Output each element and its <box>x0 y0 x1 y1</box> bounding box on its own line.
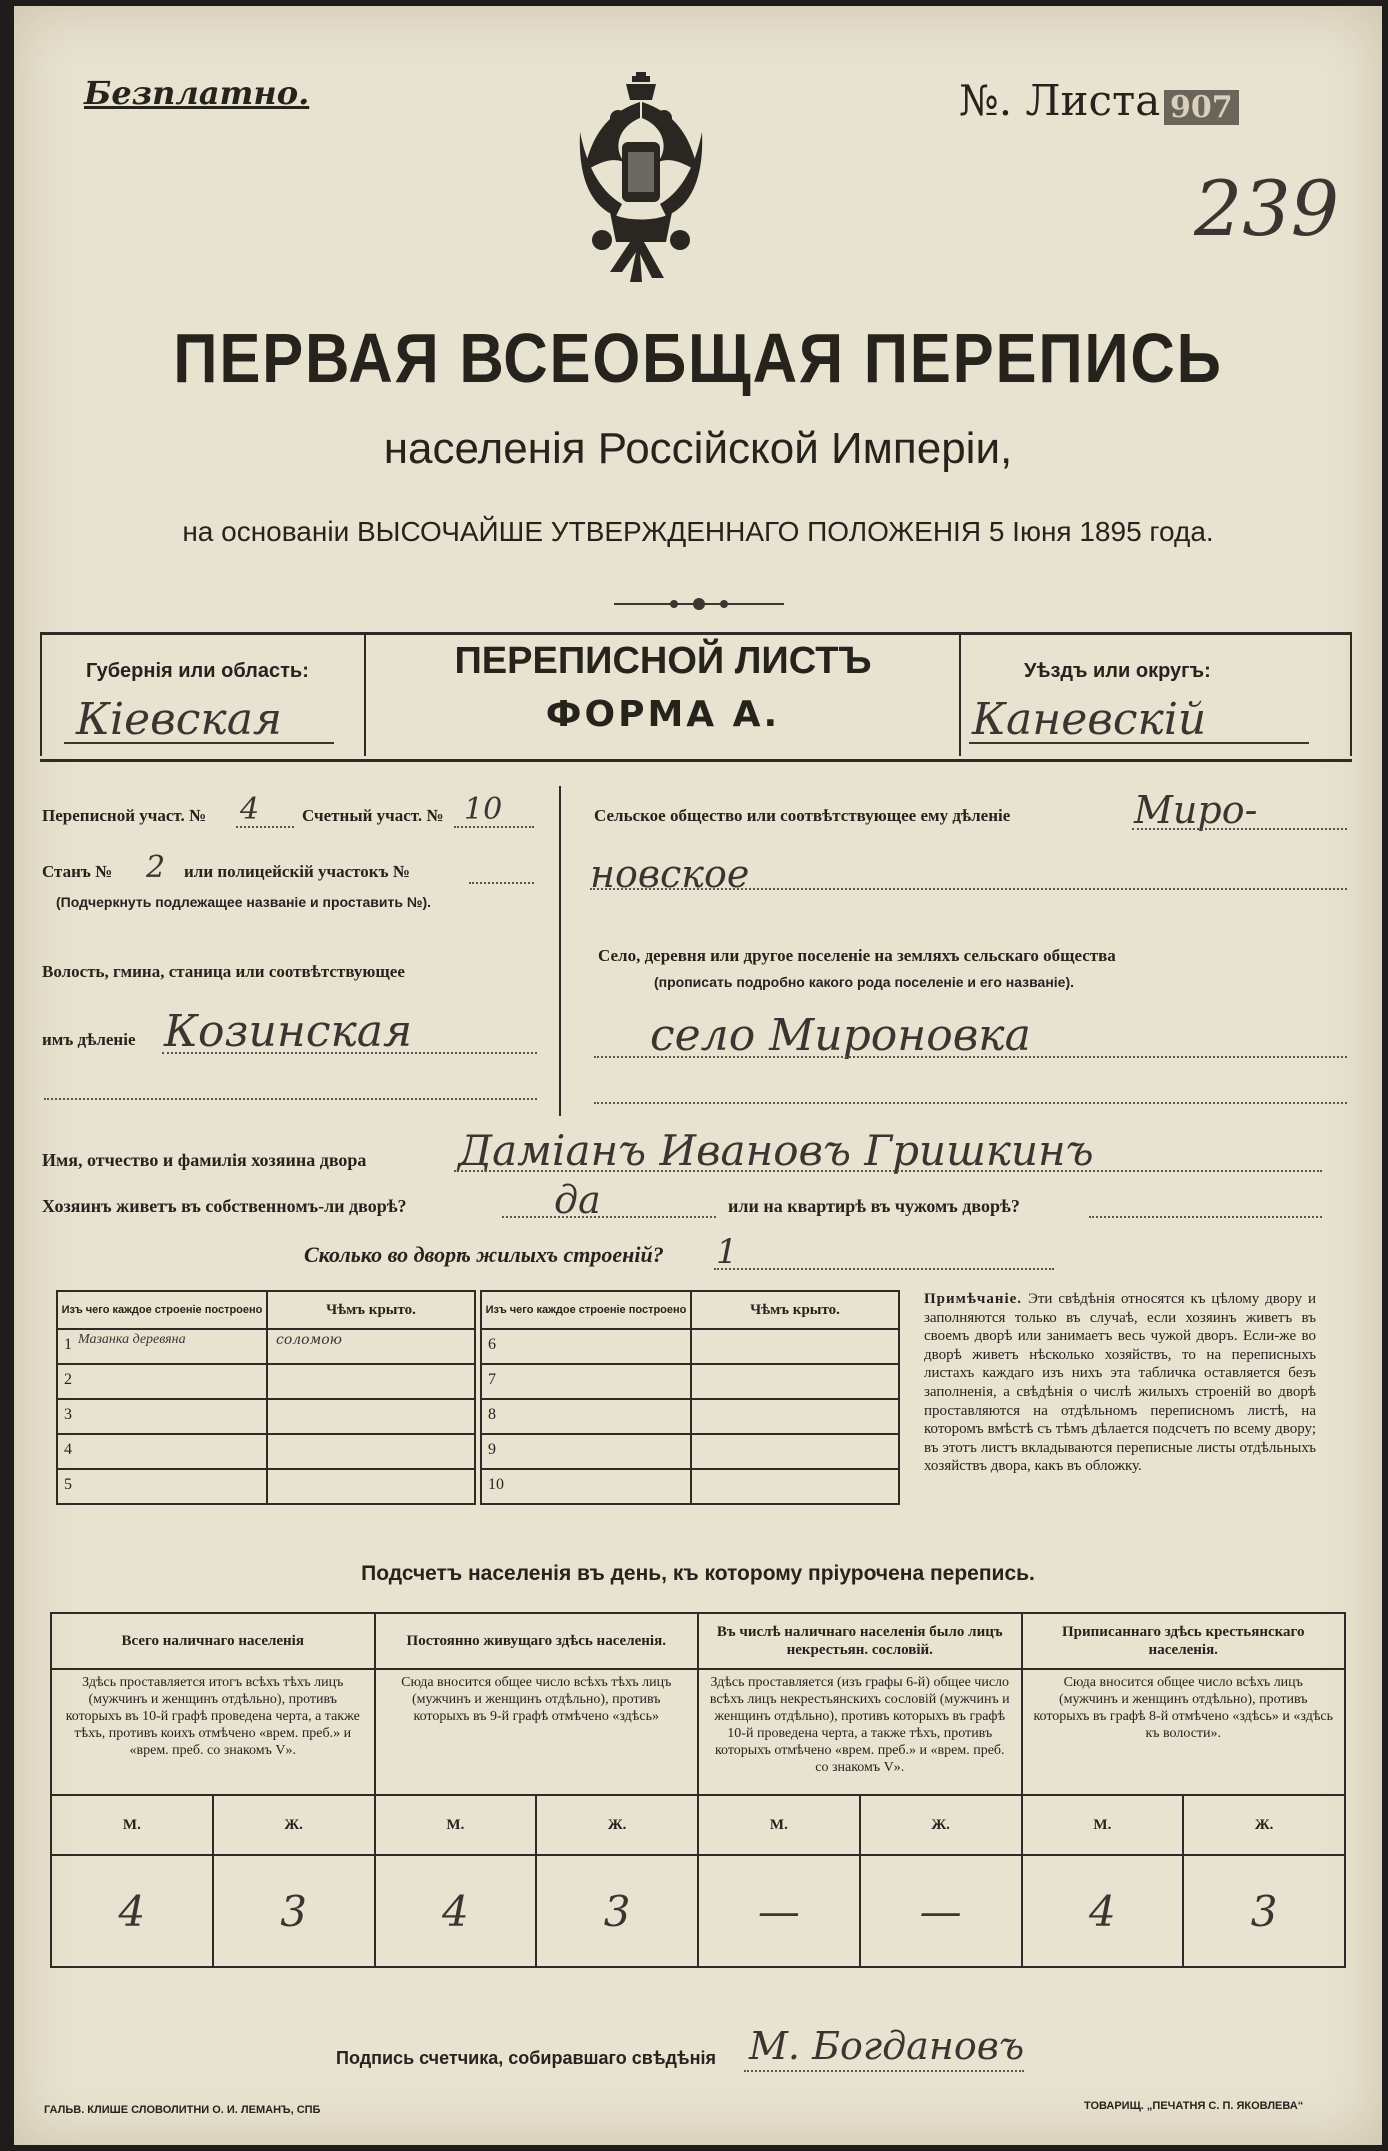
population-table <box>50 1612 1346 1968</box>
pop-female-label: Ж. <box>860 1795 1022 1855</box>
pop-female-value[interactable]: — <box>860 1855 1022 1967</box>
province-value: Кіевская <box>76 694 283 745</box>
census-basis: на основаніи ВЫСОЧАЙШЕ УТВЕРЖДЕННАГО ПОЛОЖЕНІЯ 5 Іюня 1895 года. <box>182 516 1214 547</box>
pop-female-value[interactable]: 3 <box>213 1855 375 1967</box>
stan-value[interactable]: 2 <box>146 850 166 885</box>
col-built-header-2: Изъ чего каждое строеніе построено <box>481 1291 691 1329</box>
building-row-number: 10 <box>488 1476 504 1493</box>
printer-left: ГАЛЬВ. КЛИШЕ СЛОВОЛИТНИ О. И. ЛЕМАНЪ, СПБ <box>44 2104 321 2116</box>
sheet-number-value: 907 <box>1164 90 1239 125</box>
buildings-label: Сколько во дворѣ жилыхъ строеній? <box>304 1242 664 1267</box>
district-value: Каневскій <box>972 694 1207 745</box>
pop-col-desc: Сюда вносится общее число всѣхъ тѣхъ лицъ (мужчинъ и женщинъ отдѣльно), противъ которыхъ въ 9-й графѣ отмѣчено «здѣсь» <box>375 1669 699 1795</box>
printer-right: ТОВАРИЩ. „ПЕЧАТНЯ С. П. ЯКОВЛЕВА“ <box>1084 2100 1304 2112</box>
other-yard-label: или на квартирѣ въ чужомъ дворѣ? <box>728 1196 1020 1216</box>
note-text: Эти свѣдѣнія относятся къ цѣлому двору и заполняются только въ случаѣ, если хозяинъ живетъ въ своемъ дворѣ или занимаетъ весь чужой дворъ. Если-же во дворѣ живетъ нѣсколько хозяйствъ, то на переписныхъ листахъ каждаго изъ нихъ эта табличка оставляется безъ заполненія, а свѣдѣнія о числѣ жилыхъ строеній во дворѣ проставляются на отдѣльномъ переписномъ листѣ, на которомъ вмѣстѣ съ тѣмъ дѣлается подсчетъ по всему двору; въ этотъ листъ вкладываются переписные листы отдѣльныхъ хозяйствъ двора, какъ въ обложку. <box>924 1291 1316 1475</box>
population-heading: Подсчетъ населенія въ день, къ которому пріурочена перепись. <box>361 1562 1035 1585</box>
count-section-label: Счетный участ. № <box>302 806 444 825</box>
building-row-number: 2 <box>64 1371 72 1388</box>
form-title: ПЕРЕПИСНОЙ ЛИСТЪ <box>454 640 872 682</box>
pop-male-value[interactable]: 4 <box>51 1855 213 1967</box>
pop-col-desc: Здѣсь проставляется итогъ всѣхъ тѣхъ лицъ (мужчинъ и женщинъ отдѣльно), противъ которыхъ въ 10-й графѣ проведена черта, а также тѣхъ, противъ коихъ отмѣчено «врем. преб.» и «врем. преб. со знакомъ V». <box>51 1669 375 1795</box>
pop-male-label: М. <box>698 1795 860 1855</box>
pop-male-value[interactable]: 4 <box>375 1855 537 1967</box>
signature-label: Подпись счетчика, собиравшаго свѣдѣнія <box>336 2048 716 2068</box>
pop-female-label: Ж. <box>536 1795 698 1855</box>
building-row-number: 5 <box>64 1476 72 1493</box>
pop-female-value[interactable]: 3 <box>536 1855 698 1967</box>
pop-col-title: Въ числѣ наличнаго населенія было лицъ некрестьян. сословій. <box>698 1613 1022 1669</box>
buildings-table-left <box>56 1290 476 1505</box>
note-heading: Примѣчаніе. <box>924 1291 1023 1307</box>
police-label: или полицейскій участокъ № <box>184 862 410 881</box>
building-row-number: 4 <box>64 1441 72 1458</box>
village-label: Село, деревня или другое поселеніе на земляхъ сельскаго общества <box>598 946 1116 965</box>
census-subtitle: населенія Россійской Имперіи, <box>383 424 1013 473</box>
pop-male-label: М. <box>375 1795 537 1855</box>
building-row-number: 3 <box>64 1406 72 1423</box>
pop-col-title: Постоянно живущаго здѣсь населенія. <box>375 1613 699 1669</box>
census-sheet <box>14 6 1382 2145</box>
pop-female-label: Ж. <box>213 1795 375 1855</box>
census-section-value[interactable]: 4 <box>240 792 260 827</box>
building-row-number: 8 <box>488 1406 496 1423</box>
building-row-number: 1 <box>64 1336 72 1353</box>
building-row-number: 6 <box>488 1336 496 1353</box>
building-row-number: 7 <box>488 1371 496 1388</box>
pop-male-label: М. <box>51 1795 213 1855</box>
village-value[interactable]: село Мироновка <box>650 1010 1031 1061</box>
stan-label: Станъ № <box>42 862 113 881</box>
division-value[interactable]: Козинская <box>164 1006 413 1057</box>
col-built-header: Изъ чего каждое строеніе построено <box>57 1291 267 1329</box>
pop-col-title: Приписаннаго здѣсь крестьянскаго населенія. <box>1022 1613 1346 1669</box>
society-label: Сельское общество или соотвѣтствующее ему дѣленіе <box>594 806 1011 825</box>
society-value-2[interactable]: новское <box>590 852 750 896</box>
pop-male-value[interactable]: — <box>698 1855 860 1967</box>
buildings-value[interactable]: 1 <box>716 1232 738 1272</box>
volost-label: Волость, гмина, станица или соотвѣтствующее <box>42 962 405 981</box>
census-section-label: Переписной участ. № <box>42 806 207 825</box>
village-note: (прописать подробно какого рода поселеніе и его названіе). <box>654 974 1075 990</box>
sheet-number-label: №. Листа <box>959 76 1161 125</box>
pop-col-desc: Здѣсь проставляется (изъ графы 6-й) общее число всѣхъ лицъ некрестьянскихъ сословій (мужчинъ и женщинъ отдѣльно), противъ которыхъ въ графѣ 10-й проведена черта, а также тѣхъ, противъ которыхъ отмѣчено «врем. преб.» и «врем. преб. со знакомъ V». <box>698 1669 1022 1795</box>
province-label: Губернія или область: <box>86 660 309 682</box>
building-roof[interactable]: соломою <box>276 1332 342 1348</box>
free-label: Безплатно. <box>84 74 310 112</box>
buildings-table-right <box>480 1290 900 1505</box>
building-material[interactable]: Мазанка деревяна <box>78 1332 186 1347</box>
note-block <box>924 1290 1316 1476</box>
pop-male-label: М. <box>1022 1795 1184 1855</box>
owner-name-label: Имя, отчество и фамилія хозяина двора <box>42 1150 367 1170</box>
count-section-value[interactable]: 10 <box>464 792 503 827</box>
building-row-number: 9 <box>488 1441 496 1458</box>
col-roof-header: Чѣмъ крыто. <box>267 1291 475 1329</box>
own-yard-label: Хозяинъ живетъ въ собственномъ-ли дворѣ? <box>42 1196 407 1216</box>
district-label: Уѣздъ или округъ: <box>1024 660 1211 682</box>
form-subtitle: ФОРМА А. <box>545 694 781 735</box>
society-value-1[interactable]: Миро- <box>1134 788 1258 832</box>
police-note: (Подчеркнуть подлежащее названіе и проставить №). <box>56 894 432 910</box>
col-roof-header-2: Чѣмъ крыто. <box>691 1291 899 1329</box>
coat-of-arms-icon <box>570 72 712 296</box>
signature-value[interactable]: М. Богдановъ <box>749 2024 1025 2068</box>
pop-male-value[interactable]: 4 <box>1022 1855 1184 1967</box>
pop-col-desc: Сюда вносится общее число всѣхъ лицъ (мужчинъ и женщинъ отдѣльно), противъ которыхъ въ графѣ 8-й отмѣчено «здѣсь» и «здѣсь къ волости». <box>1022 1669 1346 1795</box>
pop-col-title: Всего наличнаго населенія <box>51 1613 375 1669</box>
ornament-divider-icon <box>614 594 784 614</box>
pop-female-value[interactable]: 3 <box>1183 1855 1345 1967</box>
handwritten-sheet-number: 239 <box>1194 164 1340 253</box>
division-label: имъ дѣленіе <box>42 1030 136 1049</box>
pop-female-label: Ж. <box>1183 1795 1345 1855</box>
owner-name-value[interactable]: Даміанъ Ивановъ Гришкинъ <box>458 1126 1094 1175</box>
own-yard-value[interactable]: да <box>554 1178 601 1222</box>
census-title: ПЕРВАЯ ВСЕОБЩАЯ ПЕРЕПИСЬ <box>173 319 1223 397</box>
